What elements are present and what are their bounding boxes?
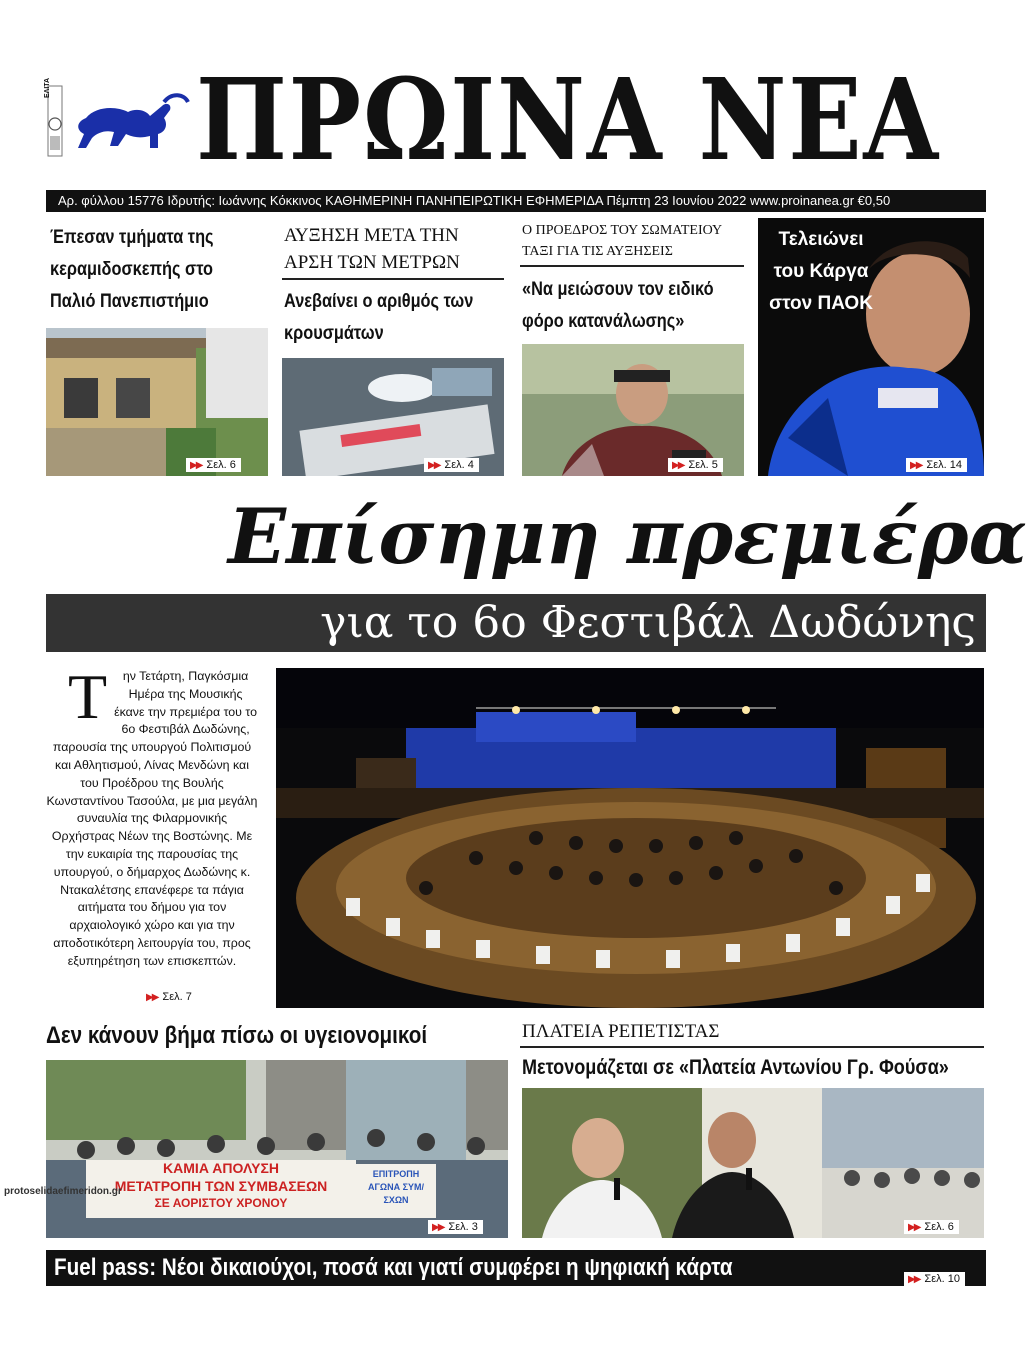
story-3-headline[interactable]: «Να μειώσουν τον ειδικό φόρο κατανάλωσης» <box>522 279 714 332</box>
lead-body-text: ην Τετάρτη, Παγκόσμια Ημέρα της Μουσικής έκανε την πρεμιέρα του το 6ο Φεστιβάλ Δωδώνης, παρουσία της υπουργού Πολιτισμού και Αθλητισμού, Λίνας Μενδώνη και του Προέδρου της Βουλής Κωνσταντίνου Τασούλα, με μια μεγάλη συναυλία της Φιλαρμονικής Ορχήστρας Νέων της Βοστώνης. Με την ευκαιρία της παρουσίας της υπουργού, ο δήμαρχος Δωδώνης κ. Ντακαλέτσης επανέφερε τα πάγια αιτήματα του δήμου για τον αρχαιολογικό χώρο και για την αποδοτικότερη λειτουργία του, προς εξυπηρέτηση των επισκεπτών. <box>46 669 258 968</box>
story-2-kicker: ΑΥΞΗΣΗ ΜΕΤΑ ΤΗΝ ΑΡΣΗ ΤΩΝ ΜΕΤΡΩΝ <box>284 225 460 273</box>
arrow-icon: ▶▶ <box>672 460 684 471</box>
footer-page-ref[interactable]: ▶▶ Σελ. 10 <box>904 1272 965 1286</box>
protest-banner-line-2: ΜΕΤΑΤΡΟΠΗ ΤΩΝ ΣΥΜΒΑΣΕΩΝ <box>114 1178 328 1194</box>
lead-subtitle: για το 6ο Φεστιβάλ Δωδώνης <box>46 594 986 652</box>
lead-photo-orchestra[interactable] <box>276 668 984 1008</box>
lead-title[interactable]: Επίσημη πρεμιέρα <box>228 492 1027 581</box>
bottom-left-headline[interactable]: Δεν κάνουν βήμα πίσω οι υγειονομικοί <box>46 1022 428 1049</box>
arrow-icon: ▶▶ <box>432 1222 444 1233</box>
story-4-headline[interactable]: Τελειώνει του Κάργα στον ΠΑΟΚ <box>769 229 873 314</box>
arrow-icon: ▶▶ <box>146 992 158 1003</box>
bottom-right-kicker: ΠΛΑΤΕΙΑ ΡΕΠΕΤΙΣΤΑΣ <box>522 1021 720 1042</box>
newspaper-title: ΠΡΩΙΝΑ ΝΕΑ <box>196 55 940 186</box>
issue-info-bar: Αρ. φύλλου 15776 Ιδρυτής: Ιωάννης Κόκκινος ΚΑΘΗΜΕΡΙΝΗ ΠΑΝΗΠΕΙΡΩΤΙΚΗ ΕΦΗΜΕΡΙΔΑ Πέμπτη 23 Ιουνίου 2022 www.proinanea.gr €0,50 <box>46 190 986 212</box>
lead-dropcap: Τ <box>68 661 108 732</box>
story-2-page-ref[interactable]: ▶▶ Σελ. 4 <box>424 458 479 472</box>
story-1-headline[interactable]: Έπεσαν τμήματα της κεραμιδοσκεπής στο Παλιό Πανεπιστήμιο <box>50 227 214 312</box>
masthead-logo <box>46 72 196 172</box>
story-2-headline[interactable]: Ανεβαίνει ο αριθμός των κρουσμάτων <box>284 291 474 344</box>
bottom-right-rule <box>520 1046 984 1048</box>
arrow-icon: ▶▶ <box>190 460 202 471</box>
lead-page-ref[interactable]: ▶▶ Σελ. 7 <box>142 990 197 1004</box>
arrow-icon: ▶▶ <box>908 1222 920 1233</box>
story-3-photo[interactable] <box>522 344 744 476</box>
fuel-pass-headline-bar[interactable] <box>46 1250 986 1286</box>
arrow-icon: ▶▶ <box>910 460 922 471</box>
fuel-pass-headline: Fuel pass: Νέοι δικαιούχοι, ποσά και γιατί συμφέρει η ψηφιακή κάρτα <box>54 1254 733 1281</box>
story-3-rule <box>520 265 744 267</box>
story-1-page-ref[interactable]: ▶▶ Σελ. 6 <box>186 458 241 472</box>
bottom-right-photo[interactable] <box>522 1088 984 1238</box>
protest-banner-line-1: ΚΑΜΙΑ ΑΠΟΛΥΣΗ <box>163 1160 279 1176</box>
watermark: protoselidaefimeridon.gr <box>4 1186 122 1197</box>
arrow-icon: ▶▶ <box>908 1274 920 1285</box>
logo-badge: ΕΛΙΤΑ <box>44 77 51 98</box>
story-3-kicker: Ο ΠΡΟΕΔΡΟΣ ΤΟΥ ΣΩΜΑΤΕΙΟΥ ΤΑΞΙ ΓΙΑ ΤΙΣ ΑΥΞΗΣΕΙΣ <box>522 223 722 259</box>
bottom-left-photo-protest[interactable] <box>46 1060 508 1238</box>
lead-body <box>46 661 258 971</box>
protest-banner-line-3: ΣΕ ΑΟΡΙΣΤΟΥ ΧΡΟΝΟΥ <box>154 1196 288 1210</box>
arrow-icon: ▶▶ <box>428 460 440 471</box>
protest-banner-right: ΕΠΙΤΡΟΠΗ ΑΓΩΝΑ ΣΥΜ/ΣΧΩΝ <box>367 1169 425 1205</box>
story-4-page-ref[interactable]: ▶▶ Σελ. 14 <box>906 458 967 472</box>
bottom-right-headline[interactable]: Μετονομάζεται σε «Πλατεία Αντωνίου Γρ. Φούσα» <box>522 1056 949 1079</box>
story-2-rule <box>282 278 504 280</box>
story-1-photo[interactable] <box>46 328 268 476</box>
bottom-left-page-ref[interactable]: ▶▶ Σελ. 3 <box>428 1220 483 1234</box>
bottom-right-page-ref[interactable]: ▶▶ Σελ. 6 <box>904 1220 959 1234</box>
story-4-photo[interactable] <box>758 218 984 476</box>
story-3-page-ref[interactable]: ▶▶ Σελ. 5 <box>668 458 723 472</box>
